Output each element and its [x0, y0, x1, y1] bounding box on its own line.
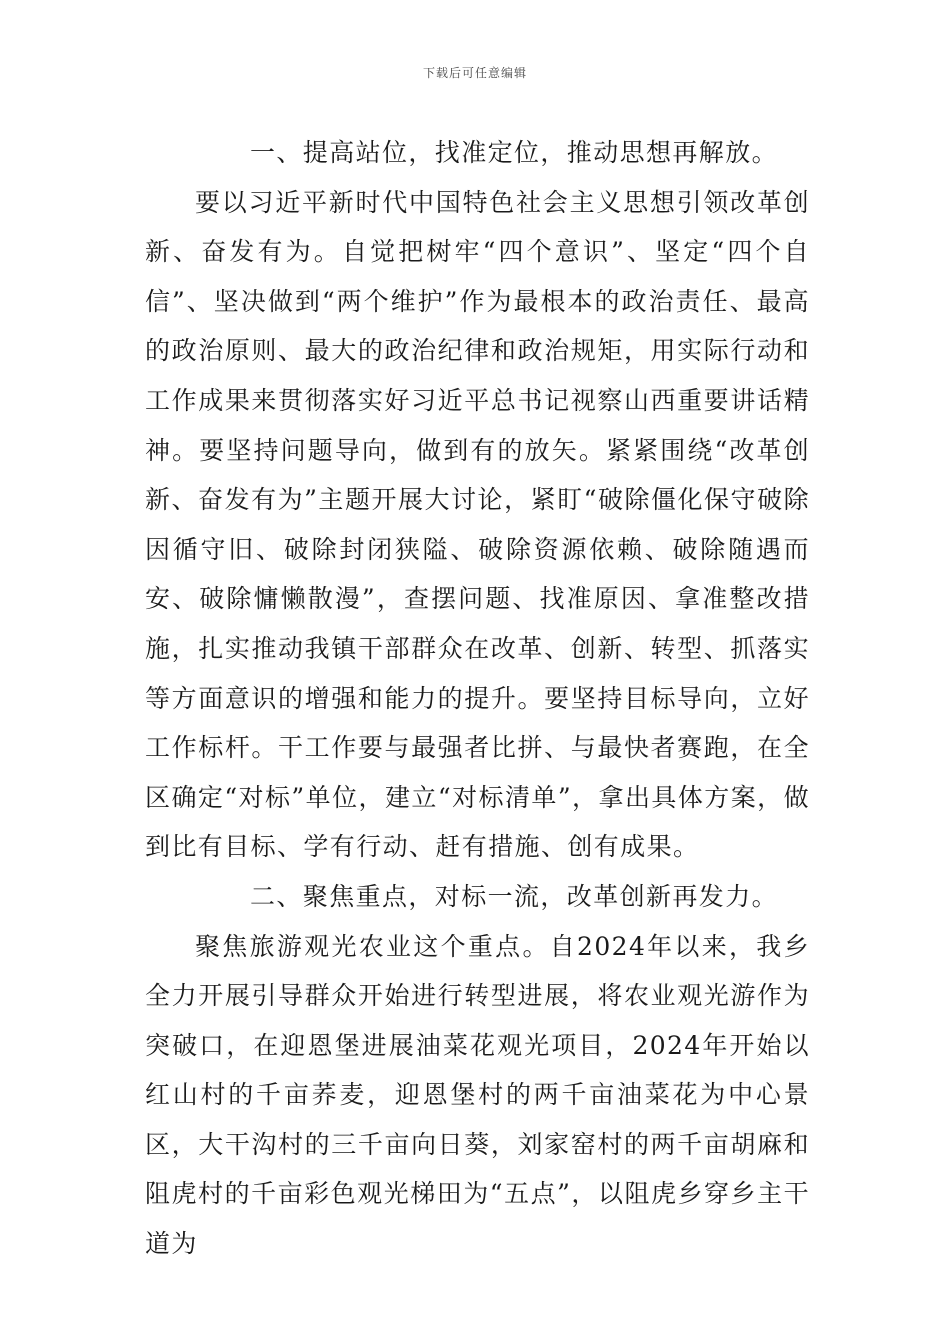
- body-paragraph-2: 聚焦旅游观光农业这个重点。自2024年以来，我乡全力开展引导群众开始进行转型进展，将农业观光游作为突破口，在迎恩堡进展油菜花观光项目，2024年开始以红山村的千亩荞麦，迎恩堡村的两千亩油菜花为中心景区，大干沟村的三千亩向日葵，刘家窑村的两千亩胡麻和阻虎村的千亩彩色观光梯田为“五点”，以阻虎乡穿乡主干道为: [145, 931, 810, 1259]
- body-paragraph-1: 要以习近平新时代中国特色社会主义思想引领改革创新、奋发有为。自觉把树牢“四个意识”、坚定“四个自信”、坚决做到“两个维护”作为最根本的政治责任、最高的政治原则、最大的政治纪律和政治规矩，用实际行动和工作成果来贯彻落实好习近平总书记视察山西重要讲话精神。要坚持问题导向，做到有的放矢。紧紧围绕“改革创新、奋发有为”主题开展大讨论，紧盯“破除僵化保守破除因循守旧、破除封闭狭隘、破除资源依赖、破除随遇而安、破除慵懒散漫”，查摆问题、找准原因、拿准整改措施，扎实推动我镇干部群众在改革、创新、转型、抓落实等方面意识的增强和能力的提升。要坚持目标导向，立好工作标杆。干工作要与最强者比拼、与最快者赛跑，在全区确定“对标”单位，建立“对标清单”，拿出具体方案，做到比有目标、学有行动、赶有措施、创有成果。: [145, 187, 810, 862]
- document-body: [145, 128, 810, 1269]
- section-heading-2: 二、聚焦重点，对标一流，改革创新再发力。: [250, 881, 779, 911]
- section-heading-1: 一、提高站位，找准定位，推动思想再解放。: [250, 138, 779, 167]
- page-header-note: 下载后可任意编辑: [422, 66, 527, 80]
